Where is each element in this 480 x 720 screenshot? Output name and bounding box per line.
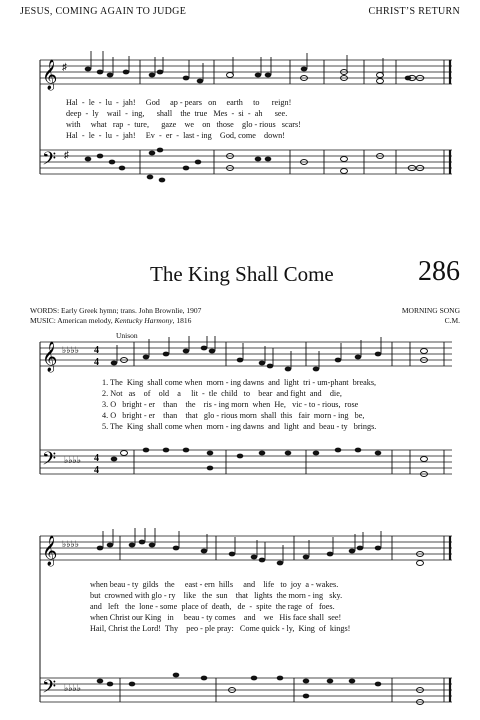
refrain-line-2: but crowned with glo - ry like the sun that lights the morn - ing sky. [90, 591, 343, 600]
bass-clef-icon: 𝄢 [42, 449, 57, 474]
bass-notes [111, 448, 382, 471]
key-signature-flats: ♭♭♭♭ [62, 539, 79, 549]
verse-line-5: 5. The King shall come when morn - ing dawns and light and beau - ty brings. [102, 422, 377, 431]
music-credit-source: Kentucky Harmony [114, 316, 173, 325]
top-lyric-line-1: Hal - le - lu - jah! God ap - pears on earth to reign! [66, 98, 292, 107]
melody-stems [117, 336, 381, 369]
top-lyric-line-3: with what rap - ture, gaze we on those glo - rious scars! [66, 120, 301, 129]
bass-clef-icon: 𝄢 [42, 149, 57, 174]
treble-staff-lines [40, 342, 452, 366]
bass-open-notes [121, 451, 428, 477]
bass-staff-lines [40, 450, 452, 474]
key-signature-flats: ♭♭♭♭ [62, 345, 79, 355]
bass-time-signature-top: 4 [94, 453, 99, 464]
meter: C.M. [444, 316, 460, 325]
verse-line-4: 4. O bright - er than that glo - rious morn shall this fair morn - ing be, [102, 411, 365, 420]
melody-stems [103, 528, 381, 563]
bass-key-signature-flats: ♭♭♭♭ [64, 455, 81, 465]
bass-key-signature-sharp: ♯ [64, 150, 69, 161]
treble-clef-icon: 𝄞 [42, 60, 58, 90]
bass-notes [85, 148, 272, 183]
bass-staff-lines [40, 150, 452, 174]
bass-time-signature-bottom: 4 [94, 465, 99, 476]
music-credit-prefix: MUSIC: American melody, [30, 316, 115, 325]
key-signature-sharp: ♯ [62, 62, 67, 73]
running-header-right: CHRIST’S RETURN [368, 6, 460, 17]
music-credit-year: , 1816 [172, 316, 192, 325]
verse-line-1: 1. The King shall come when morn - ing dawns and light tri - um-phant breaks, [102, 378, 377, 387]
refrain-line-5: Hail, Christ the Lord! Thy peo - ple pray: Come quick - ly, King of kings! [90, 624, 351, 633]
top-lyric-line-4: Hal - le - lu - jah! Ev - er - last - ing God, come down! [66, 131, 285, 140]
tune-info [402, 306, 460, 326]
refrain-line-4: when Christ our King in beau - ty comes and we His face shall see! [90, 613, 342, 622]
hymn-credits [30, 306, 201, 326]
bass-notes [97, 673, 382, 699]
running-header-left: JESUS, COMING AGAIN TO JUDGE [20, 6, 187, 17]
hymn-title: The King Shall Come [150, 262, 334, 286]
refrain-line-1: when beau - ty gilds the east - ern hills and life to joy a - wakes. [90, 580, 339, 589]
treble-clef-icon: 𝄞 [42, 536, 58, 566]
melody-open-notes [417, 552, 424, 566]
melody-notes [97, 540, 382, 566]
treble-notes [85, 67, 412, 84]
tune-name: MORNING SONG [401, 306, 460, 315]
bass-clef-icon: 𝄢 [42, 677, 57, 702]
treble-clef-icon: 𝄞 [42, 342, 58, 372]
refrain-line-3: and left the lone - some place of death, de - spite the rage of foes. [90, 602, 335, 611]
words-credit: WORDS: Early Greek hymn; trans. John Brownlie, 1907 [30, 306, 202, 315]
unison-marking: Unison [116, 331, 138, 340]
bass-open-notes [227, 154, 424, 174]
top-lyric-line-2: deep - ly wail - ing, shall the true Mes - si - ah see. [66, 109, 288, 118]
hymn-number: 286 [418, 256, 460, 287]
music-credit [30, 316, 201, 326]
time-signature-bottom: 4 [94, 357, 99, 368]
bass-key-signature-flats: ♭♭♭♭ [64, 683, 81, 693]
time-signature-top: 4 [94, 345, 99, 356]
verse-line-2: 2. Not as of old a lit - tle child to bear and fight and die, [102, 389, 342, 398]
verse-line-3: 3. O bright - er than the ris - ing morn when He, vic - to - rious, rose [102, 400, 359, 409]
